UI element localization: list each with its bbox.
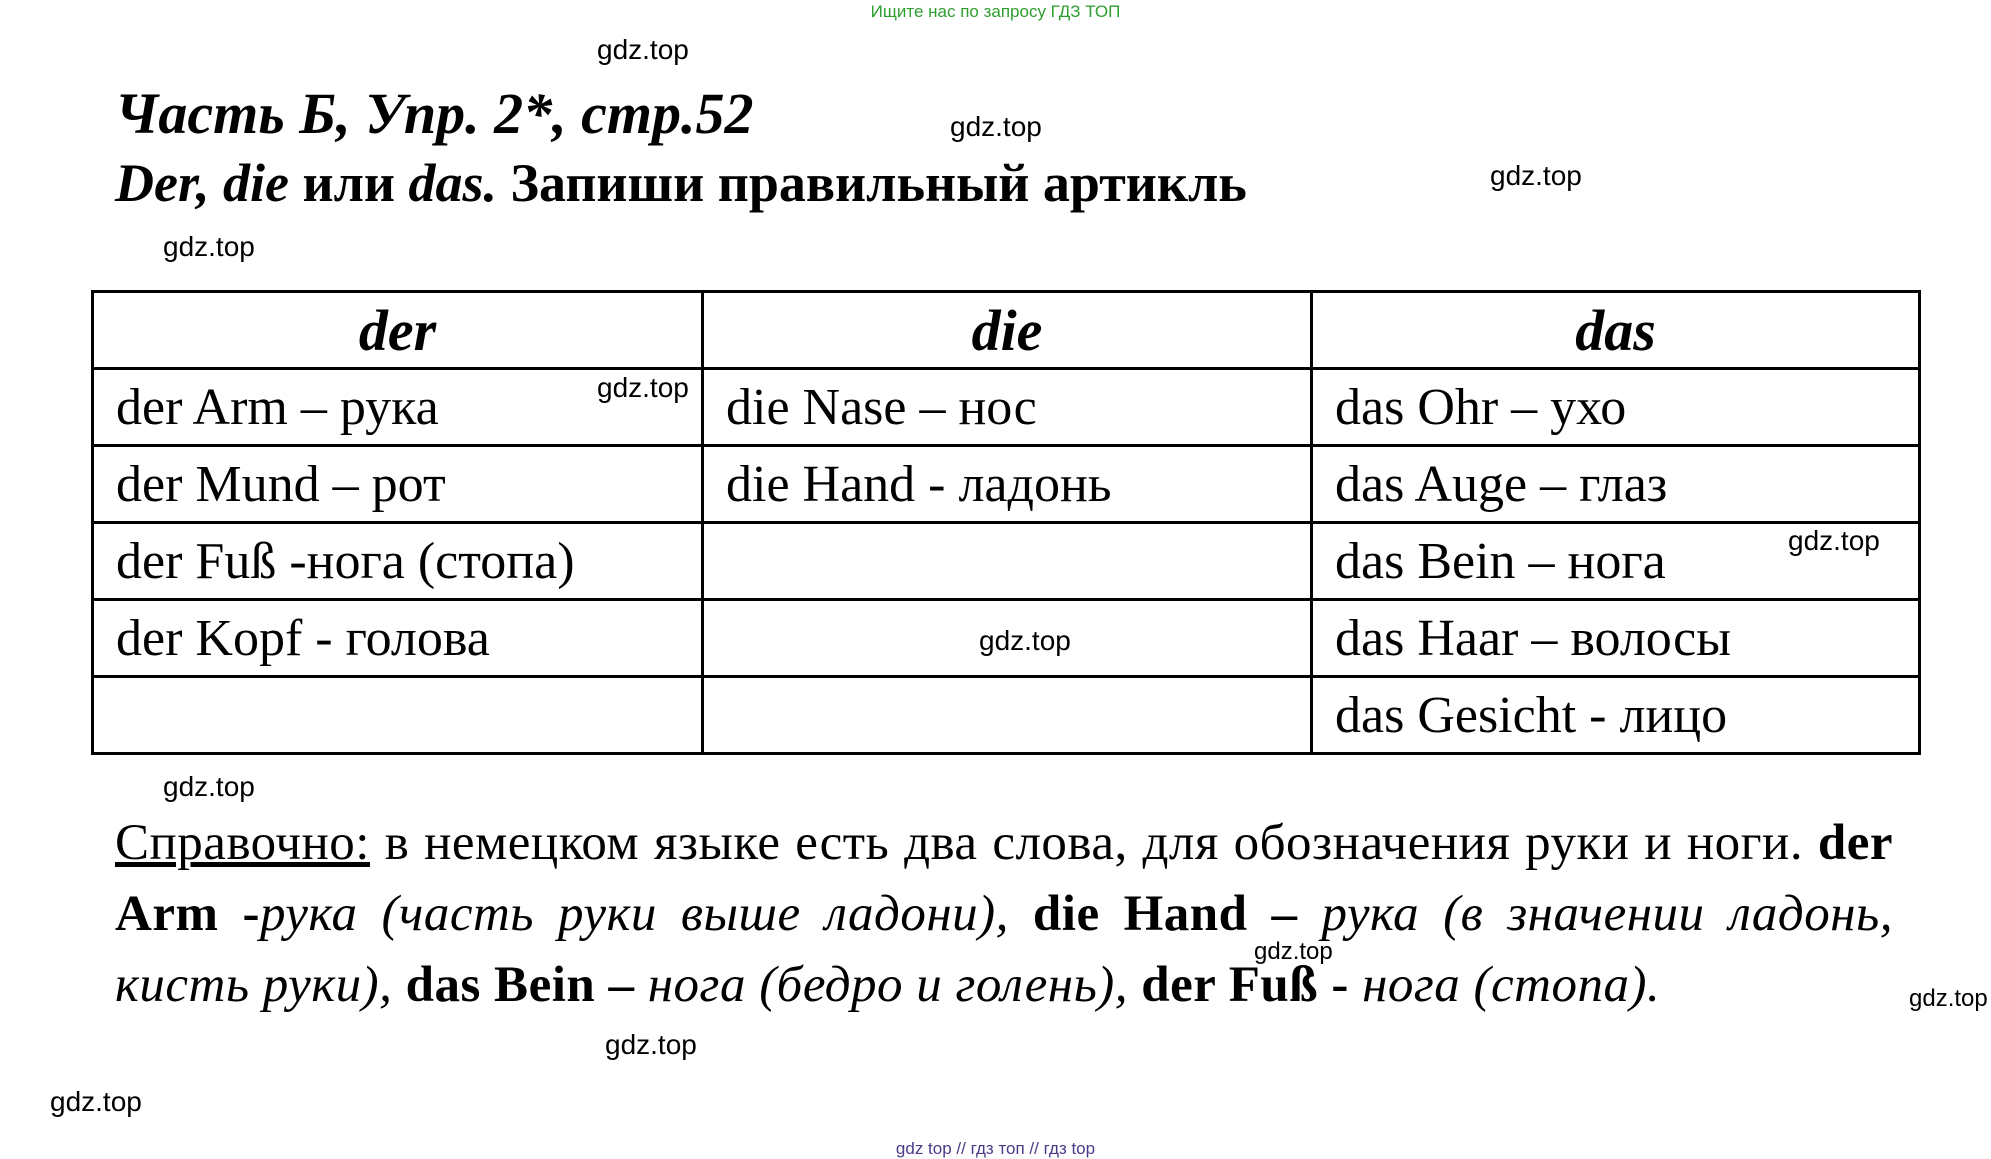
table-cell: das Bein – нога — [1312, 523, 1920, 600]
note-term: der Fuß - — [1128, 957, 1363, 1013]
watermark: gdz.top — [1254, 938, 1333, 965]
table-cell: die Nase – нос — [703, 369, 1312, 446]
page-title — [115, 80, 753, 147]
title-line1: Часть Б, Упр. 2*, стр.52 — [115, 81, 754, 146]
table-cell: der Fuß -нога (стопа) — [93, 523, 703, 600]
table-cell: der Kopf - голова — [93, 600, 703, 677]
note-text: в немецком языке есть два слова, для обозначения руки и ноги. — [369, 815, 1818, 871]
table-header-row — [93, 292, 1920, 369]
watermark: gdz.top — [979, 625, 1071, 656]
article-der: Der, — [115, 153, 210, 213]
watermark: gdz.top — [163, 231, 255, 262]
note-term: der Arm - — [115, 815, 1893, 942]
watermark: gdz.top — [1490, 160, 1582, 191]
watermark: gdz.top — [597, 34, 689, 65]
table-cell — [703, 523, 1312, 600]
watermark: gdz.top — [605, 1029, 697, 1060]
task-instruction — [115, 152, 1247, 214]
note-term: das Bein – — [392, 957, 648, 1013]
table-cell: die Hand - ладонь — [703, 446, 1312, 523]
note-meaning: нога (стопа). — [1362, 957, 1661, 1013]
note-label: Справочно: — [115, 815, 370, 871]
header-der: der — [93, 292, 703, 369]
header-das: das — [1312, 292, 1920, 369]
note-term: die Hand – — [1008, 886, 1322, 942]
top-banner[interactable]: Ищите нас по запросу ГДЗ ТОП — [870, 2, 1121, 21]
instruction-or: или — [288, 153, 409, 213]
table-cell — [703, 677, 1312, 754]
table-row — [93, 369, 1920, 446]
article-die: die — [223, 153, 289, 213]
watermark: gdz.top — [1909, 985, 1988, 1012]
watermark: gdz.top — [950, 111, 1042, 142]
table-row — [93, 677, 1920, 754]
watermark: gdz.top — [163, 771, 255, 802]
reference-note — [115, 808, 1893, 1021]
watermark: gdz.top — [50, 1086, 142, 1117]
table-cell: das Ohr – ухо — [1312, 369, 1920, 446]
watermark: gdz.top — [1788, 525, 1880, 556]
articles-table — [91, 290, 1921, 755]
note-meaning: нога (бедро и голень), — [647, 957, 1129, 1013]
table-row — [93, 523, 1920, 600]
note-meaning: рука (часть руки выше ладони), — [259, 886, 1009, 942]
note-meaning: рука (в значении ладонь, кисть руки), — [115, 886, 1893, 1013]
watermark: gdz.top — [597, 372, 689, 403]
article-das: das. — [408, 153, 498, 213]
header-die: die — [703, 292, 1312, 369]
table-cell: der Arm – рука — [93, 369, 703, 446]
table-cell: das Auge – глаз — [1312, 446, 1920, 523]
table-cell — [93, 677, 703, 754]
table-row — [93, 446, 1920, 523]
table-cell: das Haar – волосы — [1312, 600, 1920, 677]
footer-watermark: gdz top // гдз топ // гдз top — [895, 1139, 1096, 1158]
table-cell: der Mund – рот — [93, 446, 703, 523]
table-cell: das Gesicht - лицо — [1312, 677, 1920, 754]
instruction-text: Запиши правильный артикль — [497, 153, 1247, 213]
